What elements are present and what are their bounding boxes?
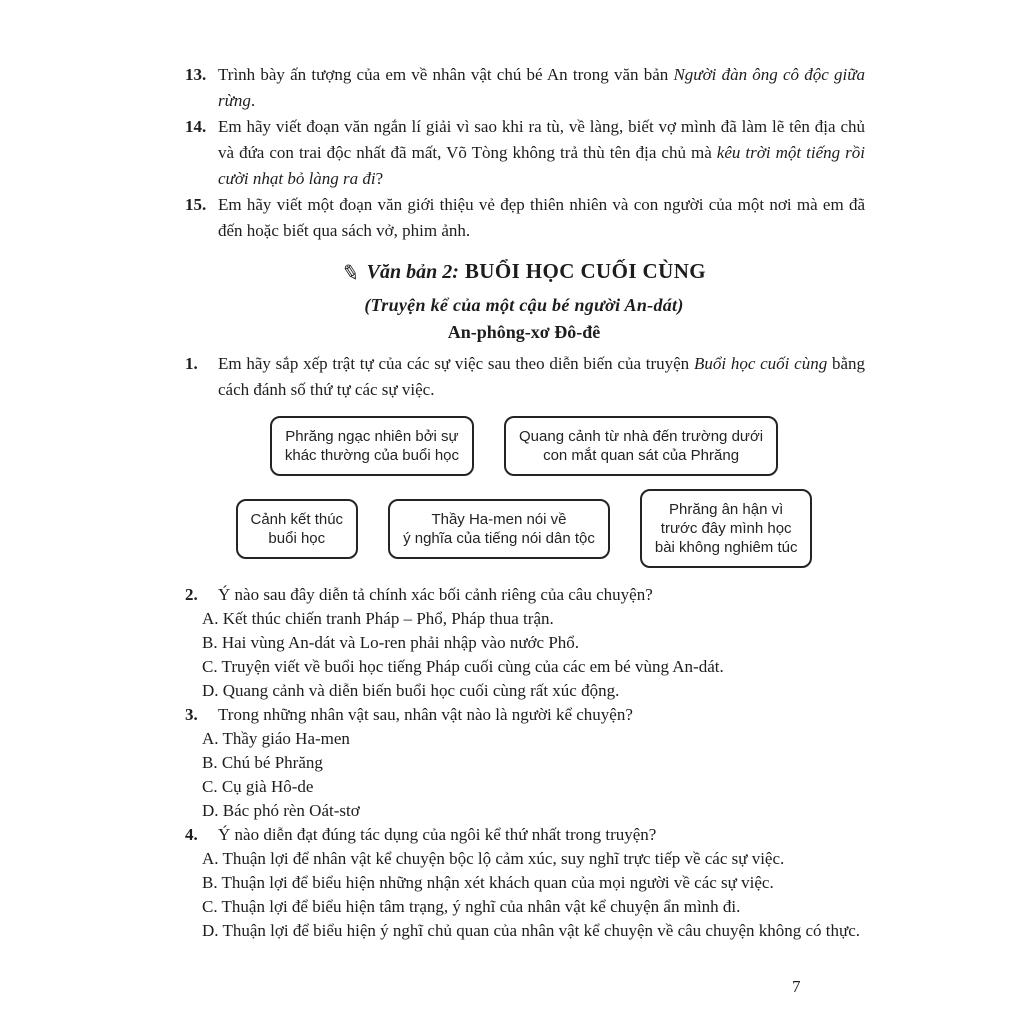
question-15-text: Em hãy viết một đoạn văn giới thiệu vẻ đẹp thiên nhiên và con người của một nơi mà em đã đến hoặc biết qua sách vở, phim ảnh.	[218, 195, 865, 240]
sequence-box-5-line: Phrăng ân hận vì	[669, 501, 784, 518]
sequence-box-3-line: buổi học	[268, 529, 326, 547]
option-text: Thuận lợi để biểu hiện những nhận xét khách quan của mọi người về các sự việc.	[221, 873, 774, 892]
sequence-box-5-line: trước đây mình học	[660, 520, 792, 537]
sequence-box-5-line: bài không nghiêm túc	[654, 539, 798, 556]
question-14-number: 14.	[185, 117, 207, 136]
question-13	[183, 62, 865, 114]
sequence-box-3-line: Cảnh kết thúc	[250, 510, 344, 528]
option-label: C.	[202, 897, 218, 916]
question-4-option-b	[202, 871, 865, 895]
sequence-box-4	[388, 499, 610, 559]
question-4-number: 4.	[185, 825, 198, 844]
pencil-icon: ✎	[339, 259, 362, 287]
question-3-option-b	[202, 751, 865, 775]
option-text: Thuận lợi để biểu hiện tâm trạng, ý nghĩ của nhân vật kể chuyện ẩn mình đi.	[221, 897, 741, 916]
question-2-option-a	[202, 607, 865, 631]
question-1-text: Em hãy sắp xếp trật tự của các sự việc sau theo diễn biến của truyện	[218, 354, 694, 373]
question-2-option-b	[202, 631, 865, 655]
option-label: C.	[202, 777, 218, 796]
sequence-boxes-row-2	[183, 489, 865, 568]
question-4-option-d	[202, 919, 865, 943]
page-number: 7	[792, 977, 801, 996]
option-text: Quang cảnh và diễn biến buổi học cuối cùng rất xúc động.	[222, 681, 620, 700]
question-13-text: Trình bày ấn tượng của em về nhân vật chú bé An trong văn bản	[218, 65, 674, 84]
sequence-box-1-line: Phrăng ngạc nhiên bởi sự	[285, 428, 459, 445]
option-text: Thuận lợi để nhân vật kể chuyện bộc lộ cảm xúc, suy nghĩ trực tiếp về các sự việc.	[222, 849, 785, 868]
option-text: Thầy giáo Ha-men	[222, 729, 350, 748]
sequence-boxes-row-1	[183, 416, 865, 476]
sequence-box-1-line: khác thường của buổi học	[284, 447, 460, 464]
sequence-box-2-line: Quang cảnh từ nhà đến trường dưới	[519, 428, 764, 445]
question-14-text: Em hãy viết đoạn văn ngắn lí giải vì sao khi ra tù, về làng, biết vợ mình đã làm lẽ tên địa chủ và đứa con trai độc nhất đã mất, Võ Tòng không trả thù tên địa chủ mà	[218, 117, 865, 162]
option-text: Truyện viết về buổi học tiếng Pháp cuối cùng của các em bé vùng An-dát.	[221, 657, 724, 676]
question-3	[183, 703, 865, 823]
option-label: D.	[202, 921, 219, 940]
option-label: B.	[202, 873, 218, 892]
page-content	[183, 62, 865, 943]
question-15-number: 15.	[185, 195, 207, 214]
question-1-title-italic: Buổi học cuối cùng	[693, 354, 828, 373]
question-13-title-italic: Người đàn ông cô độc giữa rừng	[218, 65, 865, 110]
sequence-box-2-line: con mắt quan sát của Phrăng	[543, 447, 740, 464]
question-1-text-end: bằng cách đánh số thứ tự các sự việc.	[218, 354, 866, 399]
option-label: C.	[202, 657, 218, 676]
question-13-text-end: .	[250, 91, 256, 110]
section-subtitle: (Truyện kể của một cậu bé người An-dát)	[364, 295, 684, 315]
question-2-number: 2.	[185, 585, 198, 604]
option-text: Thuận lợi để biểu hiện ý nghĩ chủ quan của nhân vật kể chuyện về câu chuyện không có thực.	[222, 921, 861, 940]
question-4	[183, 823, 865, 943]
section-heading	[183, 256, 865, 288]
question-14-quote-italic: kêu trời một tiếng rồi cười nhạt bỏ làng ra đi	[218, 143, 866, 188]
option-label: D.	[202, 801, 219, 820]
question-4-option-c	[202, 895, 865, 919]
option-label: B.	[202, 753, 218, 772]
option-label: D.	[202, 681, 219, 700]
sequence-box-4-line: ý nghĩa của tiếng nói dân tộc	[403, 529, 595, 547]
option-text: Bác phó rèn Oát-stơ	[222, 801, 360, 820]
question-2-text: Ý nào sau đây diễn tả chính xác bối cảnh riêng của câu chuyện?	[218, 585, 653, 604]
question-2	[183, 583, 865, 703]
question-15	[183, 192, 865, 244]
question-4-option-a	[202, 847, 865, 871]
question-1-number: 1.	[185, 354, 198, 373]
question-3-number: 3.	[185, 705, 198, 724]
section-author: An-phông-xơ Đô-đê	[447, 322, 601, 342]
option-label: A.	[202, 609, 219, 628]
option-label: A.	[202, 729, 219, 748]
option-text: Cụ già Hô-de	[221, 777, 314, 796]
section-kicker: Văn bản 2:	[366, 261, 459, 283]
question-2-option-d	[202, 679, 865, 703]
question-2-option-c	[202, 655, 865, 679]
question-14-text-end: ?	[375, 169, 384, 188]
question-1	[183, 351, 865, 403]
question-3-option-a	[202, 727, 865, 751]
option-label: A.	[202, 849, 219, 868]
option-text: Kết thúc chiến tranh Pháp – Phổ, Pháp thua trận.	[222, 609, 554, 628]
option-text: Hai vùng An-dát và Lo-ren phải nhập vào nước Phổ.	[221, 633, 580, 652]
question-3-option-c	[202, 775, 865, 799]
sequence-box-3	[236, 499, 359, 559]
option-label: B.	[202, 633, 218, 652]
question-4-text: Ý nào diễn đạt đúng tác dụng của ngôi kể thứ nhất trong truyện?	[218, 825, 657, 844]
option-text: Chú bé Phrăng	[221, 753, 323, 772]
question-14	[183, 114, 865, 192]
sequence-box-2	[504, 416, 778, 476]
question-13-number: 13.	[185, 65, 207, 84]
sequence-box-1	[270, 416, 474, 476]
question-3-option-d	[202, 799, 865, 823]
sequence-box-5	[640, 489, 813, 568]
question-3-text: Trong những nhân vật sau, nhân vật nào là người kể chuyện?	[218, 705, 633, 724]
sequence-box-4-line: Thầy Ha-men nói về	[431, 510, 567, 528]
section-title: BUỔI HỌC CUỐI CÙNG	[464, 259, 706, 283]
